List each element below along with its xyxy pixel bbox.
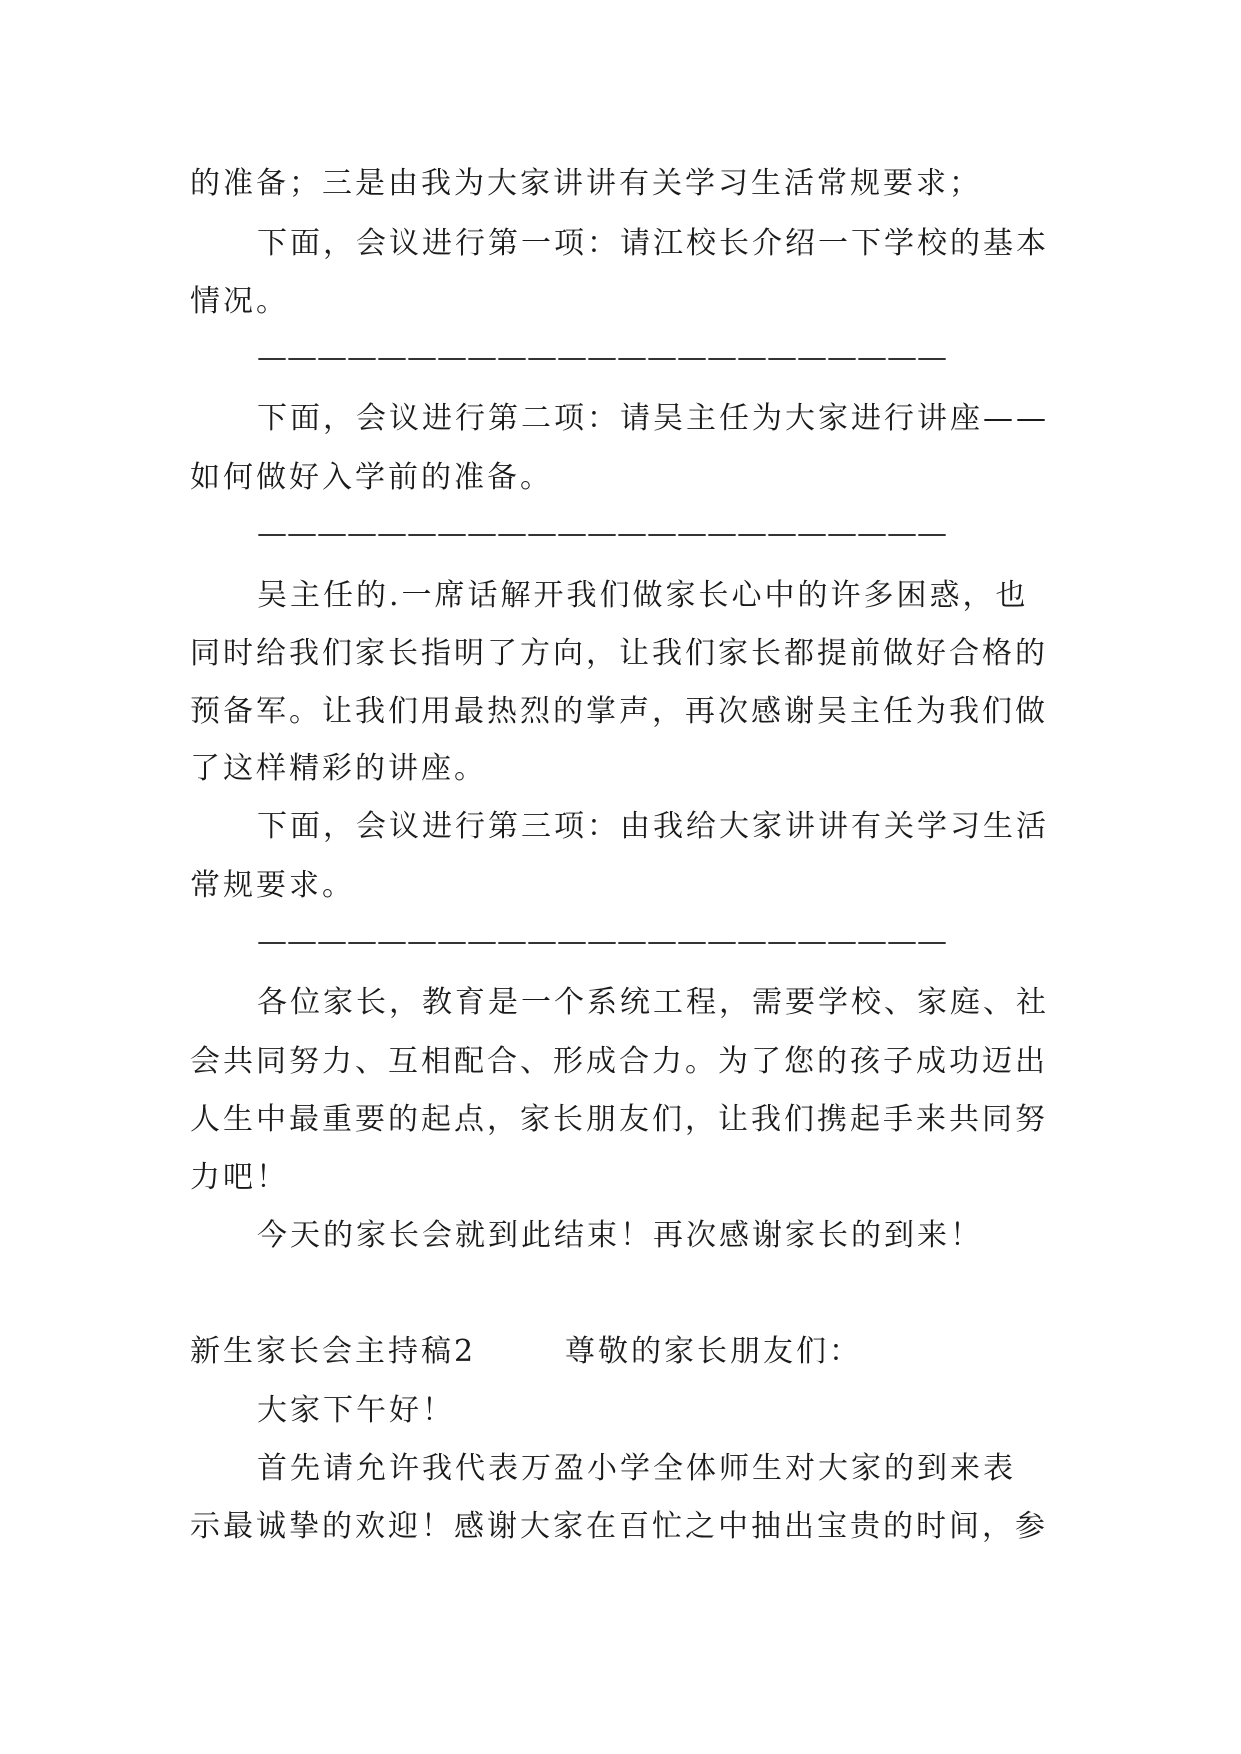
text-line: 会共同努力、互相配合、形成合力。为了您的孩子成功迈出 (190, 1044, 1048, 1079)
text-line: 力吧！ (190, 1160, 289, 1195)
text-line: 示最诚挚的欢迎！感谢大家在百忙之中抽出宝贵的时间，参 (190, 1509, 1048, 1544)
section-title: 新生家长会主持稿2 (190, 1334, 477, 1369)
text-line: 常规要求。 (190, 868, 355, 903)
text-line: 下面，会议进行第二项：请吴主任为大家进行讲座—— (257, 401, 1049, 436)
separator-line: ——————————————————————— (257, 340, 947, 375)
text-line: 今天的家长会就到此结束！再次感谢家长的到来！ (257, 1218, 983, 1253)
text-line: 首先请允许我代表万盈小学全体师生对大家的到来表 (257, 1451, 1016, 1486)
text-line: 情况。 (190, 284, 289, 319)
text-line: 下面，会议进行第三项：由我给大家讲讲有关学习生活 (257, 809, 1049, 844)
text-line: 下面，会议进行第一项：请江校长介绍一下学校的基本 (257, 226, 1049, 261)
separator-line: ——————————————————————— (257, 516, 947, 551)
text-line: 吴主任的.一席话解开我们做家长心中的许多困惑，也 (257, 578, 1029, 613)
text-line: 的准备；三是由我为大家讲讲有关学习生活常规要求； (190, 166, 982, 201)
text-line: 如何做好入学前的准备。 (190, 460, 553, 495)
text-line: 同时给我们家长指明了方向，让我们家长都提前做好合格的 (190, 636, 1048, 671)
text-line: 各位家长，教育是一个系统工程，需要学校、家庭、社 (257, 985, 1049, 1020)
salutation: 尊敬的家长朋友们： (565, 1334, 862, 1369)
text-line: 预备军。让我们用最热烈的掌声，再次感谢吴主任为我们做 (190, 694, 1048, 729)
separator-line: ——————————————————————— (257, 924, 947, 959)
text-line: 人生中最重要的起点，家长朋友们，让我们携起手来共同努 (190, 1102, 1048, 1137)
text-line: 大家下午好！ (257, 1393, 455, 1428)
text-line: 了这样精彩的讲座。 (190, 751, 487, 786)
